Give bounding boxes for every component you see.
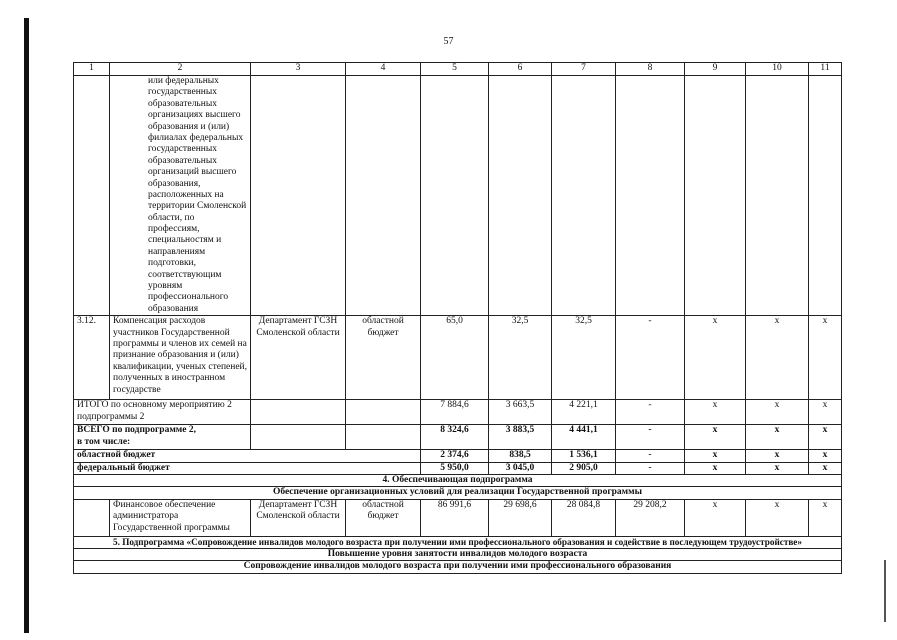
executor: Департамент ГСЗН Смоленской области — [251, 316, 346, 400]
activity-text: Финансовое обеспечение администратора Государственной программы — [110, 499, 251, 536]
cell-x: х — [809, 499, 842, 536]
row-label — [74, 425, 251, 450]
cell-x: х — [685, 316, 746, 400]
funding-source: областной бюджет — [346, 499, 421, 536]
value-year-1: 32,5 — [489, 316, 552, 400]
header-cell: 9 — [685, 63, 746, 76]
table-row-oblast-budget — [74, 450, 842, 462]
section-task: Сопровождение инвалидов молодого возраста при получении ими профессионального образования — [74, 561, 842, 573]
cell-x: х — [809, 462, 842, 474]
value-year-3: 29 208,2 — [616, 499, 685, 536]
header-cell: 8 — [616, 63, 685, 76]
table-row-federal-budget — [74, 462, 842, 474]
table-row-financing — [74, 499, 842, 536]
header-cell: 11 — [809, 63, 842, 76]
value-year-1: 3 663,5 — [489, 400, 552, 425]
value-year-2: 1 536,1 — [552, 450, 616, 462]
row-number: 3.12. — [74, 316, 110, 400]
section-5-row — [74, 536, 842, 548]
cell-x: х — [746, 400, 809, 425]
cell-x: х — [746, 499, 809, 536]
value-year-3: - — [616, 450, 685, 462]
cell-x: х — [685, 499, 746, 536]
value-total: 86 991,6 — [421, 499, 489, 536]
header-cell: 6 — [489, 63, 552, 76]
cell-x: х — [746, 450, 809, 462]
value-year-1: 3 045,0 — [489, 462, 552, 474]
value-total: 2 374,6 — [421, 450, 489, 462]
section-title: 5. Подпрограмма «Сопровождение инвалидов молодого возраста при получении ими профессионального образования и содействие в последующем трудоустройстве» — [74, 536, 842, 548]
value-year-2: 28 084,8 — [552, 499, 616, 536]
value-year-1: 3 883,5 — [489, 425, 552, 450]
value-total: 8 324,6 — [421, 425, 489, 450]
funding-source: областной бюджет — [346, 316, 421, 400]
cell-x: х — [685, 400, 746, 425]
header-cell: 4 — [346, 63, 421, 76]
activity-text: Компенсация расходов участников Государственной программы и членов их семей на признание образования и (или) квалификации, ученых степеней, полученных в иностранном государстве — [110, 316, 251, 400]
table-row-vsego — [74, 425, 842, 450]
cell-x: х — [746, 316, 809, 400]
value-year-2: 4 441,1 — [552, 425, 616, 450]
section-title: 4. Обеспечивающая подпрограмма — [74, 474, 842, 486]
value-total: 7 884,6 — [421, 400, 489, 425]
cell-x: х — [809, 400, 842, 425]
value-year-3: - — [616, 425, 685, 450]
value-year-3: - — [616, 462, 685, 474]
value-total: 5 950,0 — [421, 462, 489, 474]
row-label: ИТОГО по основному мероприятию 2 подпрограммы 2 — [74, 400, 251, 425]
value-year-1: 838,5 — [489, 450, 552, 462]
table-row-continuation — [74, 76, 842, 316]
section-goal: Повышение уровня занятости инвалидов молодого возраста — [74, 548, 842, 560]
section-4-sub-row — [74, 487, 842, 499]
scan-edge-right — [884, 560, 886, 622]
row-label-line-2: в том числе: — [77, 436, 131, 447]
value-year-2: 32,5 — [552, 316, 616, 400]
cell-x: х — [746, 425, 809, 450]
section-subtitle: Обеспечение организационных условий для реализации Государственной программы — [74, 487, 842, 499]
value-year-3: - — [616, 400, 685, 425]
header-cell: 3 — [251, 63, 346, 76]
value-year-2: 2 905,0 — [552, 462, 616, 474]
scan-edge-left — [24, 18, 29, 633]
page-number: 57 — [443, 36, 454, 47]
value-year-2: 4 221,1 — [552, 400, 616, 425]
row-label: федеральный бюджет — [74, 462, 421, 474]
header-cell: 5 — [421, 63, 489, 76]
cell-x: х — [809, 450, 842, 462]
section-5-task-row — [74, 561, 842, 573]
value-year-3: - — [616, 316, 685, 400]
activity-text: или федеральных государственных образовательных организациях высшего образования и (или) филиалах федеральных государственных образовательных организаций высшего образования, расположенных на территории Смоленской области, по профессиям, специальностям и направлениям подготовки, соответствующим уровням профессионального образования — [110, 76, 251, 316]
row-label: областной бюджет — [74, 450, 421, 462]
header-row — [74, 63, 842, 76]
value-total: 65,0 — [421, 316, 489, 400]
header-cell: 2 — [110, 63, 251, 76]
cell-x: х — [685, 462, 746, 474]
section-4-row — [74, 474, 842, 486]
value-year-1: 29 698,6 — [489, 499, 552, 536]
header-cell: 10 — [746, 63, 809, 76]
executor: Департамент ГСЗН Смоленской области — [251, 499, 346, 536]
cell-x: х — [685, 425, 746, 450]
header-cell: 1 — [74, 63, 110, 76]
cell-x: х — [809, 316, 842, 400]
row-label-line-1: ВСЕГО по подпрограмме 2, — [77, 425, 196, 436]
table-row-3-12 — [74, 316, 842, 400]
budget-table — [73, 62, 842, 574]
cell-x: х — [746, 462, 809, 474]
table-row-itogo — [74, 400, 842, 425]
cell-x: х — [809, 425, 842, 450]
section-5-goal-row — [74, 548, 842, 560]
cell-x: х — [685, 450, 746, 462]
header-cell: 7 — [552, 63, 616, 76]
